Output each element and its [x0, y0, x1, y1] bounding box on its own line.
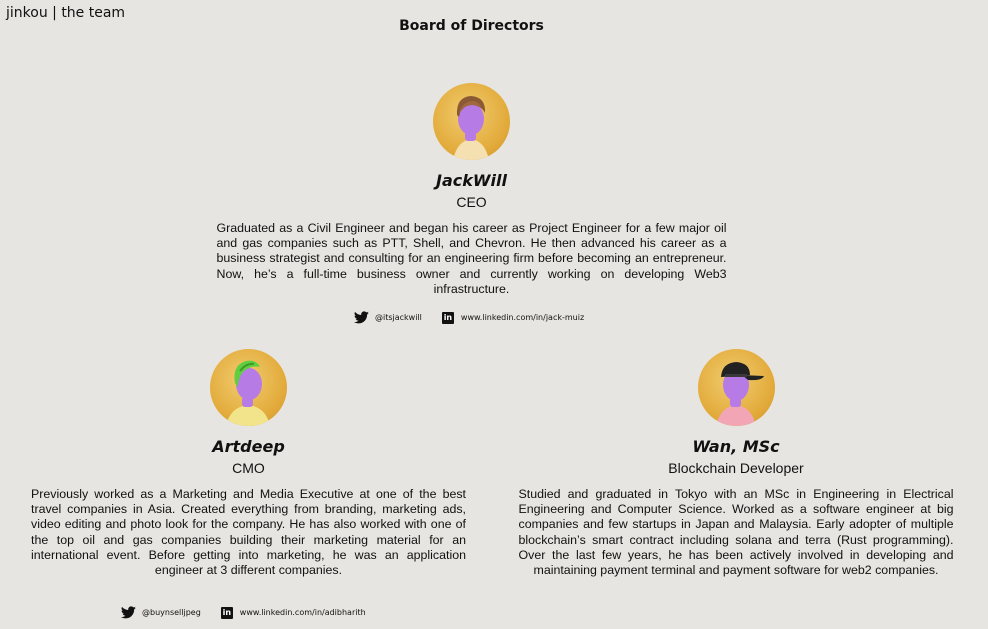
member-role: CMO [232, 460, 265, 476]
member-name: Artdeep [212, 437, 285, 456]
twitter-icon [354, 311, 369, 324]
brand-label: jinkou | the team [6, 5, 126, 21]
cmo-socials [121, 606, 366, 619]
member-bio: Studied and graduated in Tokyo with an MSc in Engineering in Electrical Engineering and Computer Science. Worked as a software engineer at big companies and few startups in Japan and Malaysia. Early adopter of multiple blockchain’s smart contract including solana and terra (Rust programming). Over the last few years, he has been actively involved in developing and maintaining payment terminal and payment software for web2 companies. [518, 487, 954, 578]
page-title: Board of Directors [399, 18, 544, 34]
twitter-handle: @itsjackwill [375, 313, 422, 322]
member-card-ceo [214, 83, 729, 297]
avatar-ceo [433, 83, 510, 160]
avatar-character-icon [210, 349, 287, 426]
avatar-cmo [210, 349, 287, 426]
member-card-cmo [30, 349, 467, 578]
member-role: Blockchain Developer [668, 460, 804, 476]
twitter-link[interactable] [354, 311, 422, 324]
member-role: CEO [456, 194, 487, 210]
member-card-blockchain-dev [516, 349, 956, 578]
member-bio: Previously worked as a Marketing and Media Executive at one of the best travel companies in Asia. Created everything from branding, marketing ads, video editing and photo look for the company. He has also worked with one of the top oil and gas companies building their marketing material for an international event. Before getting into marketing, he was an application engineer at 3 different companies. [31, 487, 466, 578]
linkedin-url: www.linkedin.com/in/jack-muiz [460, 313, 585, 322]
member-name: Wan, MSc [692, 437, 780, 456]
twitter-icon [121, 606, 136, 619]
ceo-socials [354, 311, 584, 324]
linkedin-icon: in [222, 608, 232, 617]
member-name: JackWill [436, 171, 507, 190]
twitter-handle: @buynselljpeg [142, 608, 201, 617]
linkedin-icon: in [443, 313, 453, 322]
avatar-character-icon [433, 83, 510, 160]
linkedin-link[interactable] [442, 312, 584, 324]
linkedin-url: www.linkedin.com/in/adibharith [239, 608, 366, 617]
avatar-character-icon [698, 349, 775, 426]
linkedin-link[interactable] [221, 607, 366, 619]
twitter-link[interactable] [121, 606, 201, 619]
avatar-blockchain-dev [698, 349, 775, 426]
member-bio: Graduated as a Civil Engineer and began his career as Project Engineer for a few major oil and gas companies such as PTT, Shell, and Chevron. He then advanced his career as a business strategist and consulting for an engineering firm before becoming an entrepreneur. Now, he’s a full-time business owner and currently working on developing Web3 infrastructure. [216, 221, 727, 296]
